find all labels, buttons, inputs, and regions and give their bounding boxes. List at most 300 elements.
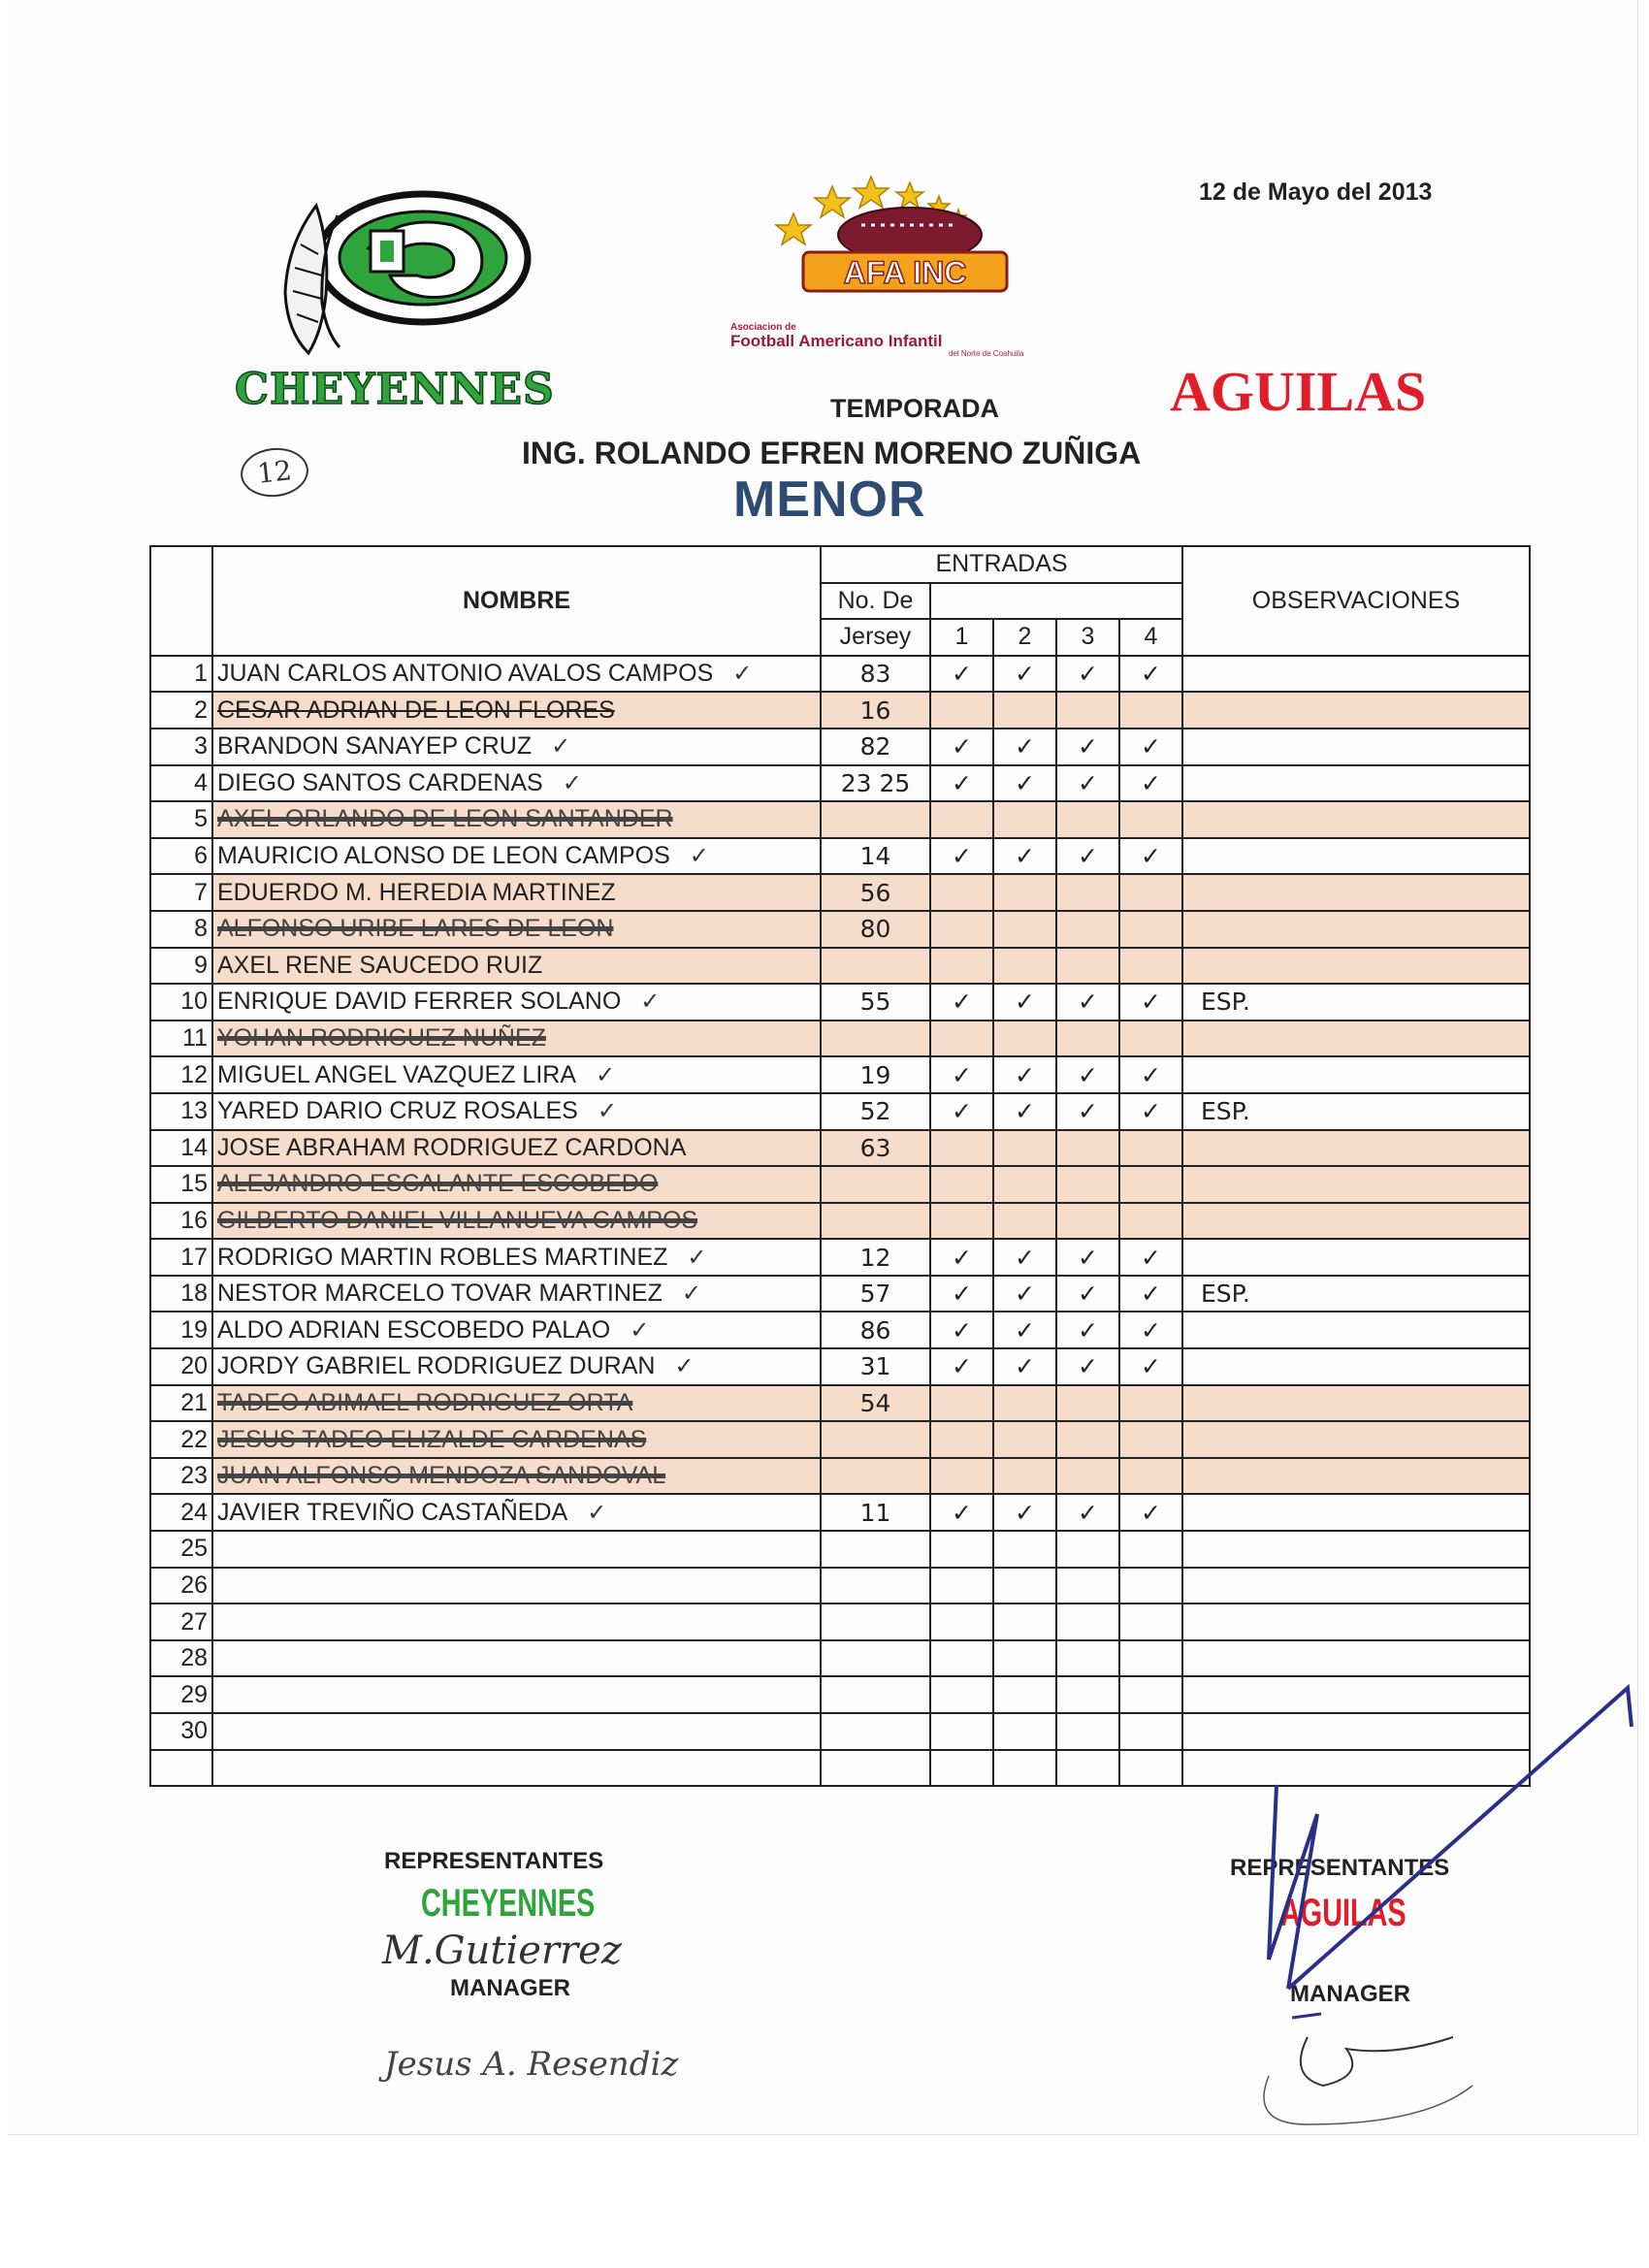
table-row — [150, 692, 1530, 729]
manager-right-label: MANAGER — [1290, 1981, 1410, 2007]
row-number: 21 — [150, 1385, 212, 1422]
category-title: MENOR — [733, 471, 926, 528]
afa-association-name: Football Americano Infantil — [730, 332, 943, 350]
observaciones-cell — [1182, 765, 1530, 802]
jersey-number — [821, 1568, 930, 1604]
observaciones-cell — [1182, 1021, 1530, 1057]
entrada-4-check — [1119, 1421, 1182, 1458]
table-row — [150, 1093, 1530, 1130]
jersey-number — [821, 1531, 930, 1568]
observaciones-cell — [1182, 1531, 1530, 1568]
entrada-2-check — [993, 1385, 1056, 1422]
player-name: JUAN CARLOS ANTONIO AVALOS CAMPOS — [217, 660, 714, 688]
observaciones-cell — [1182, 948, 1530, 985]
entrada-2-check — [993, 1130, 1056, 1167]
representantes-team-right: AGUILAS — [1280, 1892, 1406, 1934]
entrada-4-check — [1119, 1458, 1182, 1495]
row-number: 25 — [150, 1531, 212, 1568]
observaciones-cell — [1182, 656, 1530, 693]
handwritten-name-left: Jesus A. Resendiz — [384, 2045, 679, 2084]
entrada-4-check — [1119, 874, 1182, 911]
entrada-2-check: ✓ — [993, 1312, 1056, 1348]
row-number: 18 — [150, 1276, 212, 1312]
entrada-2-check: ✓ — [993, 984, 1056, 1021]
afa-association-prefix: Asociacion de — [730, 322, 796, 333]
entrada-2-check: ✓ — [993, 1239, 1056, 1276]
jersey-number: 14 — [821, 838, 930, 875]
entrada-3-check — [1056, 1531, 1119, 1568]
entrada-4-check: ✓ — [1119, 1276, 1182, 1312]
player-name-cell — [212, 948, 821, 985]
row-number: 9 — [150, 948, 212, 985]
player-name-cell — [212, 1239, 821, 1276]
entrada-2-check — [993, 1458, 1056, 1495]
entrada-3-check: ✓ — [1056, 1239, 1119, 1276]
observaciones-cell — [1182, 1130, 1530, 1167]
table-row — [150, 1531, 1530, 1568]
entrada-4-check — [1119, 1640, 1182, 1677]
entrada-1-check — [930, 801, 993, 838]
player-name-cell — [212, 1494, 821, 1531]
signature-right-icon — [1230, 1669, 1637, 2134]
player-name-cell — [212, 729, 821, 765]
row-number: 28 — [150, 1640, 212, 1677]
entrada-1-check: ✓ — [930, 1348, 993, 1385]
entrada-2-check — [993, 948, 1056, 985]
afa-association-region: del Norte de Coahuila — [949, 349, 1024, 358]
header-entrada-4: 4 — [1119, 619, 1182, 656]
entrada-3-check — [1056, 1130, 1119, 1167]
row-number: 11 — [150, 1021, 212, 1057]
table-row — [150, 729, 1530, 765]
entrada-4-check — [1119, 1021, 1182, 1057]
observaciones-cell — [1182, 1166, 1530, 1203]
header-observaciones: OBSERVACIONES — [1182, 546, 1530, 656]
observaciones-cell — [1182, 1312, 1530, 1348]
player-name: MIGUEL ANGEL VAZQUEZ LIRA — [217, 1060, 576, 1088]
row-number: 3 — [150, 729, 212, 765]
player-name-cell — [212, 1385, 821, 1422]
player-name-cell — [212, 1750, 821, 1787]
entrada-3-check — [1056, 1713, 1119, 1750]
table-row — [150, 765, 1530, 802]
jersey-number: 23 25 — [821, 765, 930, 802]
player-name-cell — [212, 1130, 821, 1167]
row-number: 2 — [150, 692, 212, 729]
entrada-3-check — [1056, 1021, 1119, 1057]
jersey-number — [821, 1640, 930, 1677]
entrada-2-check — [993, 1021, 1056, 1057]
roster-table — [149, 545, 1531, 1787]
row-number: 5 — [150, 801, 212, 838]
observaciones-cell — [1182, 692, 1530, 729]
table-row — [150, 838, 1530, 875]
entrada-2-check — [993, 874, 1056, 911]
entrada-3-check: ✓ — [1056, 765, 1119, 802]
entrada-4-check — [1119, 1130, 1182, 1167]
header-jersey-1: No. De — [821, 583, 930, 620]
entrada-4-check: ✓ — [1119, 765, 1182, 802]
afa-logo-text: AFA INC — [843, 255, 967, 290]
manager-left-label: MANAGER — [450, 1975, 570, 2001]
entrada-1-check — [930, 874, 993, 911]
jersey-number: 31 — [821, 1348, 930, 1385]
table-row — [150, 1056, 1530, 1093]
table-row — [150, 656, 1530, 693]
header-jersey-2: Jersey — [821, 619, 930, 656]
entrada-2-check — [993, 1640, 1056, 1677]
entrada-4-check: ✓ — [1119, 1348, 1182, 1385]
entrada-3-check — [1056, 1568, 1119, 1604]
check-mark-icon: ✓ — [630, 1315, 650, 1344]
jersey-number: 86 — [821, 1312, 930, 1348]
entrada-4-check: ✓ — [1119, 1312, 1182, 1348]
row-number: 30 — [150, 1713, 212, 1750]
entrada-1-check — [930, 1021, 993, 1057]
player-name: JOSE ABRAHAM RODRIGUEZ CARDONA — [217, 1133, 687, 1161]
entrada-1-check — [930, 1130, 993, 1167]
entrada-2-check — [993, 801, 1056, 838]
check-mark-icon: ✓ — [732, 660, 753, 688]
table-row — [150, 1421, 1530, 1458]
row-number: 19 — [150, 1312, 212, 1348]
entrada-2-check — [993, 1604, 1056, 1640]
entrada-3-check — [1056, 692, 1119, 729]
entrada-4-check: ✓ — [1119, 656, 1182, 693]
observaciones-cell — [1182, 1421, 1530, 1458]
entrada-1-check — [930, 1203, 993, 1240]
jersey-number: 19 — [821, 1056, 930, 1093]
player-name-cell — [212, 1348, 821, 1385]
jersey-number: 82 — [821, 729, 930, 765]
entrada-3-check — [1056, 1640, 1119, 1677]
observaciones-cell — [1182, 1604, 1530, 1640]
jersey-number: 11 — [821, 1494, 930, 1531]
table-row — [150, 911, 1530, 948]
jersey-number: 57 — [821, 1276, 930, 1312]
jersey-number: 52 — [821, 1093, 930, 1130]
entrada-1-check — [930, 1750, 993, 1787]
header-entradas-blank — [930, 583, 1182, 620]
row-number: 8 — [150, 911, 212, 948]
observaciones-cell: ESP. — [1182, 984, 1530, 1021]
entrada-1-check: ✓ — [930, 656, 993, 693]
entrada-4-check — [1119, 911, 1182, 948]
jersey-number: 16 — [821, 692, 930, 729]
row-number: 7 — [150, 874, 212, 911]
observaciones-cell — [1182, 911, 1530, 948]
team-right-title: AGUILAS — [1170, 360, 1427, 423]
player-name: TADEO ABIMAEL RODRIGUEZ ORTA — [217, 1388, 633, 1416]
table-row — [150, 1458, 1530, 1495]
observaciones-cell: ESP. — [1182, 1093, 1530, 1130]
entrada-3-check: ✓ — [1056, 1276, 1119, 1312]
player-name-cell — [212, 1568, 821, 1604]
entrada-2-check — [993, 1568, 1056, 1604]
entrada-1-check — [930, 1640, 993, 1677]
check-mark-icon: ✓ — [597, 1097, 617, 1125]
entrada-1-check — [930, 692, 993, 729]
player-name: ALEJANDRO ESCALANTE ESCOBEDO — [217, 1170, 659, 1198]
observaciones-cell — [1182, 1056, 1530, 1093]
entrada-3-check — [1056, 911, 1119, 948]
entrada-4-check: ✓ — [1119, 838, 1182, 875]
player-name: EDUERDO M. HEREDIA MARTINEZ — [217, 878, 616, 906]
team-left-title: CHEYENNES — [235, 365, 555, 414]
entrada-3-check: ✓ — [1056, 1348, 1119, 1385]
player-name: DIEGO SANTOS CARDENAS — [217, 768, 543, 796]
entrada-4-check: ✓ — [1119, 984, 1182, 1021]
table-row — [150, 1348, 1530, 1385]
table-row — [150, 874, 1530, 911]
entrada-1-check: ✓ — [930, 1276, 993, 1312]
check-mark-icon: ✓ — [551, 732, 571, 761]
header-entradas: ENTRADAS — [821, 546, 1182, 583]
table-row — [150, 1312, 1530, 1348]
row-number — [150, 1750, 212, 1787]
entrada-3-check: ✓ — [1056, 1312, 1119, 1348]
table-row — [150, 1130, 1530, 1167]
entrada-1-check — [930, 1385, 993, 1422]
entrada-2-check: ✓ — [993, 1056, 1056, 1093]
entrada-2-check — [993, 692, 1056, 729]
player-name: NESTOR MARCELO TOVAR MARTINEZ — [217, 1280, 663, 1308]
table-row — [150, 1494, 1530, 1531]
observaciones-cell — [1182, 1348, 1530, 1385]
player-name: RODRIGO MARTIN ROBLES MARTINEZ — [217, 1243, 668, 1271]
jersey-number: 80 — [821, 911, 930, 948]
entrada-4-check — [1119, 1750, 1182, 1787]
player-name-cell — [212, 1640, 821, 1677]
row-number: 23 — [150, 1458, 212, 1495]
entrada-3-check: ✓ — [1056, 838, 1119, 875]
row-number: 15 — [150, 1166, 212, 1203]
entrada-2-check: ✓ — [993, 1276, 1056, 1312]
player-name: YOHAN RODRIGUEZ NUÑEZ — [217, 1024, 546, 1053]
entrada-3-check — [1056, 1203, 1119, 1240]
player-name-cell — [212, 1093, 821, 1130]
observaciones-cell — [1182, 729, 1530, 765]
entrada-4-check: ✓ — [1119, 729, 1182, 765]
entrada-2-check: ✓ — [993, 1093, 1056, 1130]
player-name-cell — [212, 1312, 821, 1348]
jersey-number — [821, 948, 930, 985]
entrada-2-check: ✓ — [993, 656, 1056, 693]
jersey-number: 56 — [821, 874, 930, 911]
row-number: 27 — [150, 1604, 212, 1640]
player-name: ALFONSO URIBE LARES DE LEON — [217, 915, 614, 943]
header-entrada-1: 1 — [930, 619, 993, 656]
entrada-4-check — [1119, 1713, 1182, 1750]
entrada-1-check: ✓ — [930, 1239, 993, 1276]
jersey-number — [821, 1421, 930, 1458]
row-number: 26 — [150, 1568, 212, 1604]
observaciones-cell — [1182, 1458, 1530, 1495]
entrada-2-check: ✓ — [993, 838, 1056, 875]
circled-number: 12 — [239, 444, 311, 500]
observaciones-cell — [1182, 801, 1530, 838]
header-entrada-3: 3 — [1056, 619, 1119, 656]
row-number: 22 — [150, 1421, 212, 1458]
check-mark-icon: ✓ — [596, 1060, 616, 1088]
table-row — [150, 801, 1530, 838]
entrada-1-check — [930, 1676, 993, 1713]
entrada-4-check — [1119, 1531, 1182, 1568]
entrada-4-check: ✓ — [1119, 1494, 1182, 1531]
player-name: JORDY GABRIEL RODRIGUEZ DURAN — [217, 1352, 656, 1380]
entrada-4-check: ✓ — [1119, 1056, 1182, 1093]
entrada-3-check — [1056, 1750, 1119, 1787]
check-mark-icon: ✓ — [689, 842, 709, 870]
entrada-3-check — [1056, 1458, 1119, 1495]
player-name-cell — [212, 765, 821, 802]
jersey-number — [821, 1713, 930, 1750]
check-mark-icon: ✓ — [562, 768, 582, 796]
cheyennes-logo-icon — [262, 186, 543, 361]
entrada-1-check — [930, 1421, 993, 1458]
jersey-number — [821, 1458, 930, 1495]
row-number: 12 — [150, 1056, 212, 1093]
entrada-1-check — [930, 1458, 993, 1495]
jersey-number: 63 — [821, 1130, 930, 1167]
temporada-label: TEMPORADA — [830, 394, 999, 423]
observaciones-cell — [1182, 838, 1530, 875]
jersey-number — [821, 1203, 930, 1240]
player-name-cell — [212, 984, 821, 1021]
entrada-2-check — [993, 1421, 1056, 1458]
check-mark-icon: ✓ — [674, 1352, 695, 1380]
table-row — [150, 1568, 1530, 1604]
entrada-4-check — [1119, 1676, 1182, 1713]
jersey-number — [821, 1604, 930, 1640]
entrada-3-check: ✓ — [1056, 729, 1119, 765]
roster-sheet — [8, 0, 1638, 2135]
entrada-1-check — [930, 911, 993, 948]
season-name: ING. ROLANDO EFREN MORENO ZUÑIGA — [522, 436, 1142, 470]
entrada-4-check — [1119, 692, 1182, 729]
table-row — [150, 948, 1530, 985]
row-number: 16 — [150, 1203, 212, 1240]
entrada-2-check: ✓ — [993, 1348, 1056, 1385]
row-number: 20 — [150, 1348, 212, 1385]
entrada-2-check — [993, 1203, 1056, 1240]
check-mark-icon: ✓ — [587, 1498, 607, 1526]
player-name-cell — [212, 1531, 821, 1568]
representantes-team-left: CHEYENNES — [421, 1882, 596, 1925]
entrada-4-check — [1119, 1385, 1182, 1422]
entrada-3-check — [1056, 1385, 1119, 1422]
row-number: 6 — [150, 838, 212, 875]
player-name-cell — [212, 1676, 821, 1713]
entrada-2-check — [993, 1750, 1056, 1787]
player-name-cell — [212, 1056, 821, 1093]
entrada-3-check: ✓ — [1056, 984, 1119, 1021]
player-name-cell — [212, 1604, 821, 1640]
entrada-1-check: ✓ — [930, 838, 993, 875]
entrada-3-check: ✓ — [1056, 656, 1119, 693]
jersey-number: 55 — [821, 984, 930, 1021]
entrada-4-check: ✓ — [1119, 1239, 1182, 1276]
player-name-cell — [212, 1203, 821, 1240]
entrada-2-check: ✓ — [993, 1494, 1056, 1531]
player-name-cell — [212, 1421, 821, 1458]
entrada-3-check — [1056, 1166, 1119, 1203]
row-number: 17 — [150, 1239, 212, 1276]
entrada-4-check — [1119, 801, 1182, 838]
entrada-2-check — [993, 1713, 1056, 1750]
game-date: 12 de Mayo del 2013 — [1199, 178, 1433, 206]
entrada-1-check — [930, 1604, 993, 1640]
player-name: MAURICIO ALONSO DE LEON CAMPOS — [217, 842, 670, 870]
observaciones-cell — [1182, 1494, 1530, 1531]
entrada-1-check: ✓ — [930, 1093, 993, 1130]
entrada-1-check: ✓ — [930, 1494, 993, 1531]
observaciones-cell: ESP. — [1182, 1276, 1530, 1312]
table-row — [150, 1604, 1530, 1640]
entrada-1-check — [930, 1713, 993, 1750]
player-name: ENRIQUE DAVID FERRER SOLANO — [217, 988, 622, 1016]
header-number-cell — [150, 546, 212, 656]
entrada-3-check — [1056, 874, 1119, 911]
entrada-3-check: ✓ — [1056, 1056, 1119, 1093]
row-number: 4 — [150, 765, 212, 802]
table-row — [150, 1239, 1530, 1276]
player-name: JAVIER TREVIÑO CASTAÑEDA — [217, 1498, 568, 1526]
table-row — [150, 984, 1530, 1021]
player-name: ALDO ADRIAN ESCOBEDO PALAO — [217, 1315, 611, 1344]
player-name: AXEL RENE SAUCEDO RUIZ — [217, 951, 543, 979]
observaciones-cell — [1182, 874, 1530, 911]
jersey-number — [821, 1676, 930, 1713]
table-row — [150, 1021, 1530, 1057]
player-name-cell — [212, 1276, 821, 1312]
entrada-2-check — [993, 911, 1056, 948]
entrada-1-check: ✓ — [930, 984, 993, 1021]
entrada-1-check: ✓ — [930, 1056, 993, 1093]
row-number: 14 — [150, 1130, 212, 1167]
player-name: JUAN ALFONSO MENDOZA SANDOVAL — [217, 1462, 666, 1490]
jersey-number: 83 — [821, 656, 930, 693]
signature-left: M.Gutierrez — [382, 1928, 622, 1973]
entrada-2-check: ✓ — [993, 729, 1056, 765]
entrada-4-check — [1119, 1166, 1182, 1203]
entrada-4-check — [1119, 1568, 1182, 1604]
player-name-cell — [212, 838, 821, 875]
representantes-left: REPRESENTANTES — [384, 1848, 604, 1874]
check-mark-icon: ✓ — [640, 988, 661, 1016]
jersey-number: 54 — [821, 1385, 930, 1422]
player-name: BRANDON SANAYEP CRUZ — [217, 732, 533, 761]
player-name: YARED DARIO CRUZ ROSALES — [217, 1097, 578, 1125]
row-number: 10 — [150, 984, 212, 1021]
entrada-1-check — [930, 948, 993, 985]
player-name-cell — [212, 1458, 821, 1495]
jersey-number — [821, 801, 930, 838]
roster-body — [150, 656, 1530, 1786]
entrada-2-check — [993, 1166, 1056, 1203]
entrada-1-check: ✓ — [930, 1312, 993, 1348]
entrada-4-check — [1119, 1203, 1182, 1240]
player-name: JESUS TADEO ELIZALDE CARDENAS — [217, 1425, 647, 1453]
player-name-cell — [212, 692, 821, 729]
entrada-3-check — [1056, 1676, 1119, 1713]
table-row — [150, 1385, 1530, 1422]
player-name-cell — [212, 1021, 821, 1057]
entrada-3-check: ✓ — [1056, 1494, 1119, 1531]
row-number: 1 — [150, 656, 212, 693]
entrada-3-check — [1056, 801, 1119, 838]
entrada-3-check: ✓ — [1056, 1093, 1119, 1130]
